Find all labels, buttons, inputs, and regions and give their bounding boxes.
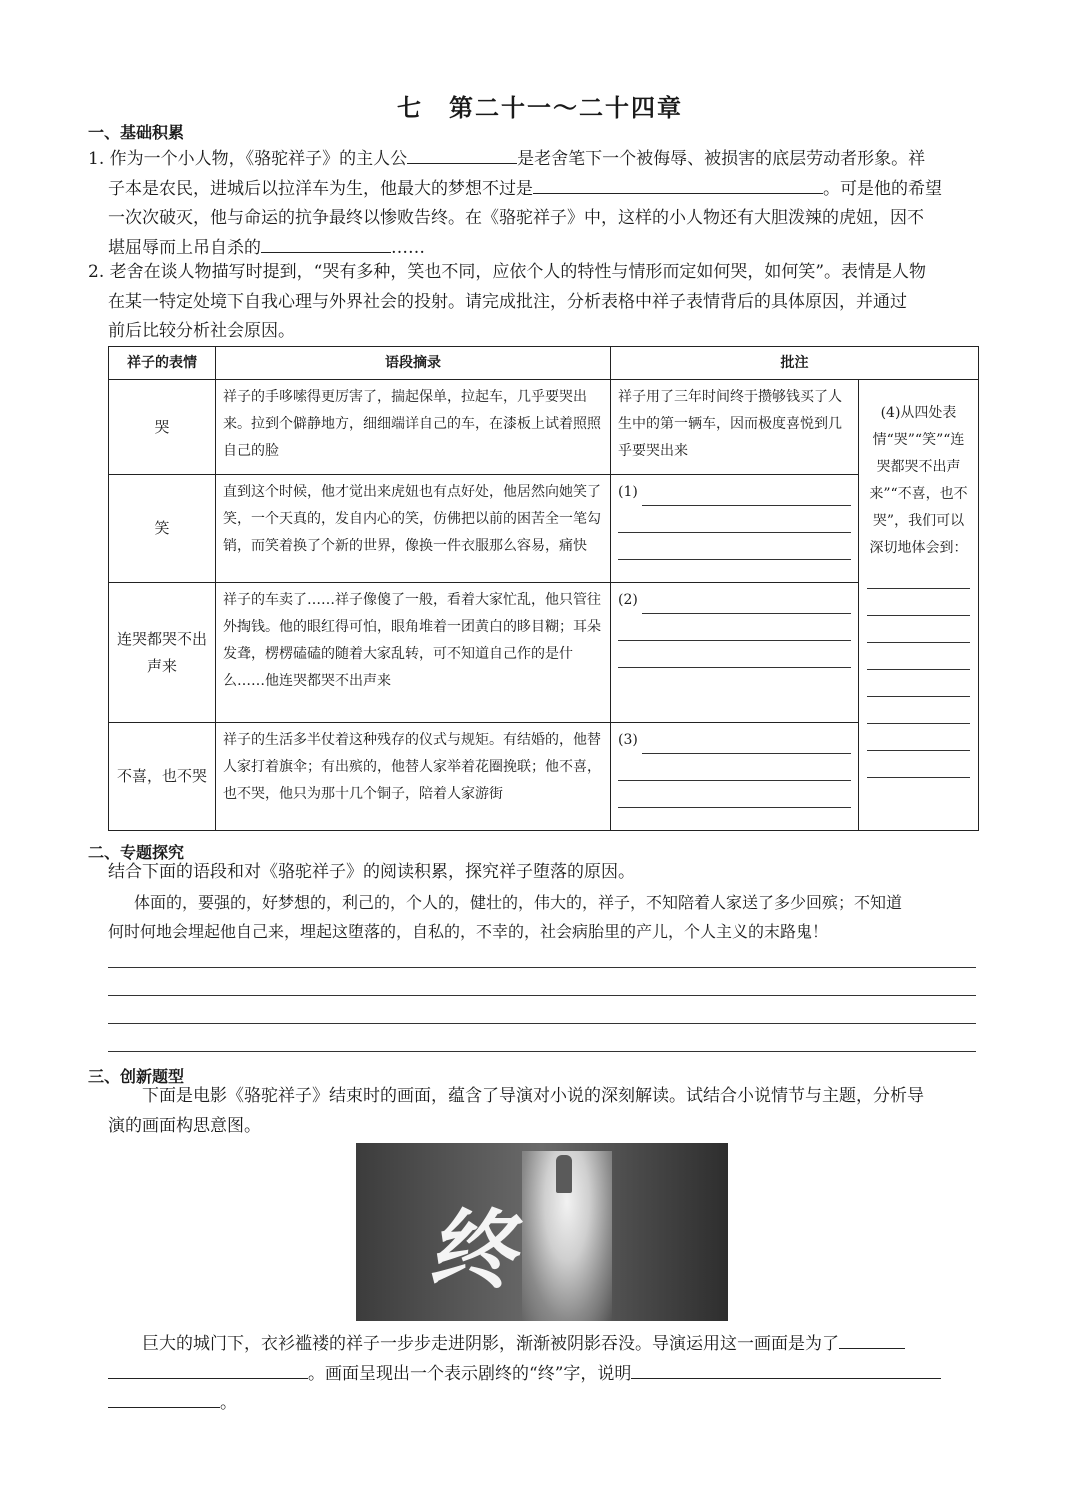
end-character: 终 [428, 1200, 514, 1301]
section3-blank-4[interactable] [108, 1389, 220, 1408]
page-title: 七 第二十一～二十四章 [397, 94, 683, 122]
row4-note-label: (3) [618, 732, 638, 748]
section3-after-3: 。 [220, 1393, 237, 1413]
row3-answer-line[interactable] [642, 587, 851, 614]
table-row [109, 380, 979, 475]
q1-text-a: 1. 作为一个小人物，《骆驼祥子》的主人公 [88, 149, 408, 169]
answer-line[interactable] [108, 1023, 976, 1024]
row4-excerpt: 祥子的生活多半仗着这种残存的仪式与规矩。有结婚的，他替人家打着旗伞；有出殡的，他替人家举着花圈挽联；他不喜，也不哭，他只为那十几个铜子，陪着人家游街 [216, 723, 611, 831]
row3-excerpt: 祥子的车卖了……祥子像傻了一般，看着大家忙乱，他只管往外掏钱。他的眼红得可怕，眼角堆着一团黄白的眵目糊；耳朵发聋，楞楞磕磕的随着大家乱转，可不知道自己作的是什么……他连哭都哭不出声来 [216, 583, 611, 723]
section2-quote-1: 体面的，要强的，好梦想的，利己的，个人的，健壮的，伟大的，祥子，不知陪着人家送了多少回殡；不知道 [134, 892, 903, 912]
table-row [109, 475, 979, 583]
table-row [109, 723, 979, 831]
row3-note-cell [611, 583, 859, 723]
note-4-line[interactable] [867, 589, 970, 616]
q1-text-e: 一次次破灭，他与命运的抗争最终以惨败告终。在《骆驼祥子》中，这样的小人物还有大胆泼辣的虎妞，因不 [108, 208, 924, 228]
answer-line[interactable] [108, 967, 976, 968]
section2-quote-2: 何时何地会埋起他自己来，埋起这堕落的，自私的，不幸的，社会病胎里的产儿，个人主义的末路鬼！ [108, 922, 829, 941]
table-row [109, 583, 979, 723]
note-4-line[interactable] [867, 643, 970, 670]
section2-body [108, 858, 988, 947]
q1-blank-character[interactable] [261, 234, 391, 253]
q2-line-1: 2. 老舍在谈人物描写时提到，“哭有多种，笑也不同，应依个人的特性与情形而定如何哭，如何笑”。表情是人物 [88, 262, 927, 282]
question-2 [88, 258, 988, 347]
row4-answer-line[interactable] [618, 781, 851, 808]
section3-after-2: 。画面呈现出一个表示剧终的“终”字，说明 [308, 1363, 632, 1384]
row4-answer-line[interactable] [618, 754, 851, 781]
q1-text-f: 堪屈辱而上吊自杀的 [108, 237, 261, 258]
section3-answer [108, 1330, 988, 1419]
section2-heading: 二、专题探究 [88, 843, 185, 862]
note-4-text: (4)从四处表情“哭”“笑”“连哭都哭不出声来”“不喜，也不哭”，我们可以深切地体会到： [869, 405, 968, 556]
section3-blank-3[interactable] [631, 1360, 941, 1379]
note-4-line[interactable] [867, 616, 970, 643]
q2-line-2: 在某一特定处境下自我心理与外界社会的投射。请完成批注，分析表格中祥子表情背后的具体原因，并通过 [108, 291, 907, 312]
note-4-line[interactable] [867, 562, 970, 589]
header-note: 批注 [611, 347, 979, 380]
q1-text-d: 。可是他的希望 [823, 178, 942, 199]
note-4-line[interactable] [867, 670, 970, 697]
row4-answer-line[interactable] [642, 727, 851, 754]
section1-heading: 一、基础积累 [88, 123, 185, 142]
expression-table [108, 346, 979, 831]
header-expression: 祥子的表情 [109, 347, 216, 380]
q2-line-3: 前后比较分析社会原因。 [108, 321, 295, 341]
question-1 [88, 145, 988, 263]
q1-text-b: 是老舍笔下一个被侮辱、被损害的底层劳动者形象。祥 [517, 149, 926, 169]
note-4-line[interactable] [867, 751, 970, 778]
section3-heading: 三、创新题型 [88, 1067, 185, 1086]
row2-answer-line[interactable] [642, 479, 851, 506]
section3-after-1: 巨大的城门下，衣衫褴褛的祥子一步步走进阴影，渐渐被阴影吞没。导演运用这一画面是为了 [142, 1334, 839, 1354]
section3-blank-1[interactable] [839, 1330, 905, 1349]
row2-note-cell [611, 475, 859, 583]
film-still-image [356, 1143, 728, 1321]
q1-blank-dream[interactable] [533, 175, 823, 194]
row1-expression: 哭 [109, 380, 216, 475]
row1-excerpt: 祥子的手哆嗦得更厉害了，揣起保单，拉起车，几乎要哭出来。拉到个僻静地方，细细端详自己的车，在漆板上试着照照自己的脸 [216, 380, 611, 475]
header-excerpt: 语段摘录 [216, 347, 611, 380]
section3-prompt-2: 演的画面构思意图。 [108, 1115, 261, 1136]
row3-answer-line[interactable] [618, 641, 851, 668]
q1-text-c: 子本是农民，进城后以拉洋车为生，他最大的梦想不过是 [108, 178, 533, 199]
section3-prompt-1: 下面是电影《骆驼祥子》结束时的画面，蕴含了导演对小说的深刻解读。试结合小说情节与主题，分析导 [142, 1086, 924, 1106]
section3-body [108, 1082, 988, 1141]
answer-line[interactable] [108, 1051, 976, 1052]
note-4-line[interactable] [867, 697, 970, 724]
row3-note-label: (2) [618, 592, 638, 608]
row4-note-cell [611, 723, 859, 831]
section2-prompt: 结合下面的语段和对《骆驼祥子》的阅读积累，探究祥子堕落的原因。 [108, 862, 635, 882]
row2-excerpt: 直到这个时候，他才觉出来虎妞也有点好处，他居然向她笑了笑，一个天真的，发自内心的笑，仿佛把以前的困苦全一笔勾销，而笑着换了个新的世界，像换一件衣服那么容易，痛快 [216, 475, 611, 583]
answer-line[interactable] [108, 995, 976, 996]
row4-expression: 不喜，也不哭 [109, 723, 216, 831]
note-4-cell [859, 380, 979, 831]
row3-expression: 连哭都哭不出声来 [109, 583, 216, 723]
note-4-line[interactable] [867, 724, 970, 751]
row3-answer-line[interactable] [618, 614, 851, 641]
section3-blank-2[interactable] [108, 1360, 308, 1379]
row1-note: 祥子用了三年时间终于攒够钱买了人生中的第一辆车，因而极度喜悦到几乎要哭出来 [611, 380, 859, 475]
xiangzi-silhouette [556, 1155, 572, 1193]
q1-text-g: …… [391, 237, 425, 258]
q1-blank-protagonist[interactable] [407, 145, 517, 164]
row2-answer-line[interactable] [618, 533, 851, 560]
row2-answer-line[interactable] [618, 506, 851, 533]
table-header-row [109, 347, 979, 380]
row2-note-label: (1) [618, 484, 638, 500]
row2-expression: 笑 [109, 475, 216, 583]
